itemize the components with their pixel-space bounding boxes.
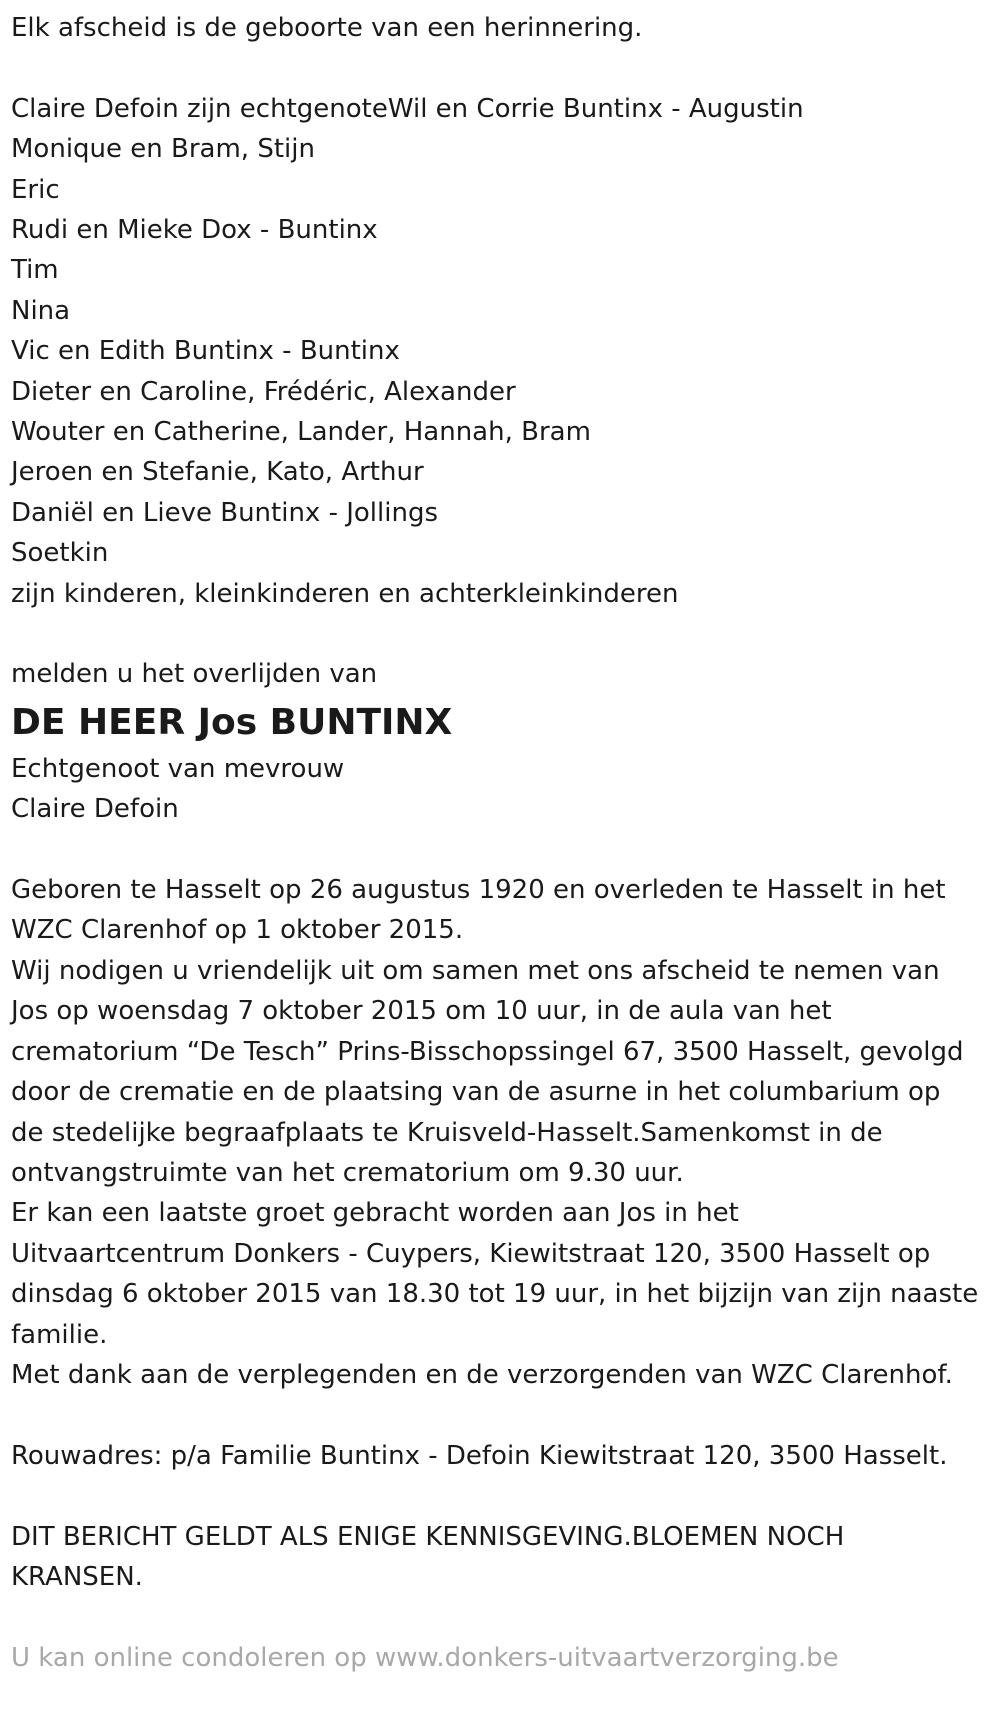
details-line: WZC Clarenhof op 1 oktober 2015. [11, 915, 464, 946]
spacer [11, 48, 1000, 88]
details-line: door de crematie en de plaatsing van de asurne in het columbarium op [11, 1077, 941, 1108]
details-line: crematorium “De Tesch” Prins-Bisschopssingel 67, 3500 Hasselt, gevolgd [11, 1036, 964, 1067]
opening-quote: Elk afscheid is de geboorte van een herinnering. [11, 13, 643, 43]
details-line: dinsdag 6 oktober 2015 van 18.30 tot 19 uur, in het bijzijn van zijn naaste [11, 1279, 979, 1310]
mourning-address: Rouwadres: p/a Familie Buntinx - Defoin Kiewitstraat 120, 3500 Hasselt. [11, 1440, 948, 1471]
family-line: Nina [11, 295, 71, 326]
family-line: Vic en Edith Buntinx - Buntinx [11, 336, 400, 367]
details-line: Met dank aan de verplegenden en de verzorgenden van WZC Clarenhof. [11, 1359, 953, 1390]
family-line: zijn kinderen, kleinkinderen en achterkleinkinderen [11, 578, 679, 609]
details-line: Wij nodigen u vriendelijk uit om samen met ons afscheid te nemen van [11, 955, 940, 986]
spacer [11, 1476, 1000, 1516]
family-line: Eric [11, 174, 60, 205]
details-line: ontvangstruimte van het crematorium om 9.30 uur. [11, 1157, 684, 1188]
family-line: Dieter en Caroline, Frédéric, Alexander [11, 376, 516, 407]
spacer [11, 830, 1000, 870]
deceased-name: DE HEER Jos BUNTINX [11, 701, 453, 743]
family-line: Tim [11, 255, 59, 286]
online-condolence-text: U kan online condoleren op www.donkers-uitvaartverzorging.be [11, 1642, 839, 1673]
details-line: Geboren te Hasselt op 26 augustus 1920 en overleden te Hasselt in het [11, 875, 946, 906]
spacer [11, 614, 1000, 654]
family-line: Claire Defoin zijn echtgenoteWil en Corrie Buntinx - Augustin [11, 93, 804, 124]
details-line: de stedelijke begraafplaats te Kruisveld-Hasselt.Samenkomst in de [11, 1117, 883, 1148]
closing-block [11, 1517, 1000, 1598]
spouse-block [11, 749, 1000, 830]
details-line: Uitvaartcentrum Donkers - Cuypers, Kiewitstraat 120, 3500 Hasselt op [11, 1238, 931, 1269]
family-line: Daniël en Lieve Buntinx - Jollings [11, 497, 438, 528]
family-line: Monique en Bram, Stijn [11, 134, 315, 165]
spacer [11, 1597, 1000, 1637]
spouse-line: Echtgenoot van mevrouw [11, 753, 345, 784]
family-list [11, 89, 1000, 614]
family-line: Wouter en Catherine, Lander, Hannah, Bram [11, 417, 591, 448]
closing-line: KRANSEN. [11, 1561, 143, 1592]
details-line: Er kan een laatste groet gebracht worden aan Jos in het [11, 1198, 739, 1229]
closing-line: DIT BERICHT GELDT ALS ENIGE KENNISGEVING.BLOEMEN NOCH [11, 1521, 845, 1552]
family-line: Jeroen en Stefanie, Kato, Arthur [11, 457, 424, 488]
spouse-line: Claire Defoin [11, 794, 179, 825]
details-line: familie. [11, 1319, 108, 1350]
family-line: Rudi en Mieke Dox - Buntinx [11, 215, 378, 246]
announcement: melden u het overlijden van [11, 659, 378, 690]
details-line: Jos op woensdag 7 oktober 2015 om 10 uur, in de aula van het [11, 996, 832, 1027]
details-block [11, 870, 1000, 1395]
family-line: Soetkin [11, 538, 109, 569]
spacer [11, 1395, 1000, 1435]
